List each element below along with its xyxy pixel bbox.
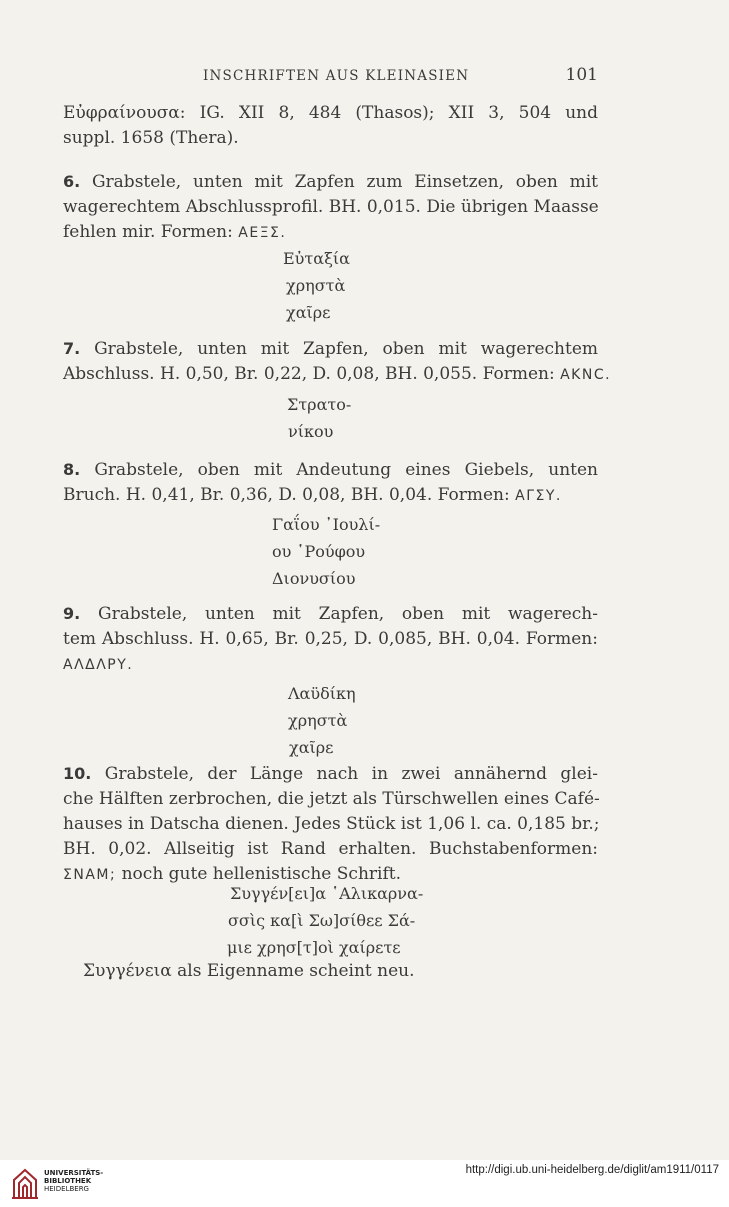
entry-8-inscription	[272, 511, 380, 592]
inscription-line: χρηστὰ	[286, 276, 346, 295]
inscription-line: μιε χρησ[τ]οὶ χαίρετε	[227, 938, 401, 957]
text-line: fehlen mir. Formen:	[63, 222, 233, 242]
text-line: Grabstele, der Länge nach in zwei annähernd glei-	[104, 764, 598, 784]
entry-7-inscription	[287, 391, 351, 445]
running-title: INSCHRIFTEN AUS KLEINASIEN	[203, 68, 470, 84]
closing-paragraph	[63, 959, 598, 984]
letterforms: ΑΛΔΛΡΥ.	[63, 657, 134, 673]
entry-9-inscription	[288, 680, 356, 761]
inscription-line: Στρατο-	[287, 395, 352, 414]
running-header	[63, 65, 598, 90]
text-line: Grabstele, unten mit Zapfen zum Einsetzen, oben mit	[91, 172, 598, 192]
inscription-line: χαῖρε	[286, 303, 331, 322]
letterforms: ΑΚΝC.	[560, 367, 612, 383]
inscription-line: σσὶς κα[ὶ Σω]σίθεε Σά-	[228, 911, 416, 930]
entry-number: 6.	[63, 172, 81, 191]
inscription-line: ου ῾Ρούφου	[272, 542, 366, 561]
text-line: Συγγένεια als Eigenname scheint neu.	[83, 961, 415, 981]
entry-number: 9.	[63, 604, 81, 623]
text-line: suppl. 1658 (Thera).	[63, 128, 239, 148]
text-line: Εὐφραίνουσα: IG. XII 8, 484 (Thasos); XII 3, 504 und	[63, 103, 598, 123]
text-line: tem Abschluss. H. 0,65, Br. 0,25, D. 0,085, BH. 0,04. Formen:	[63, 629, 598, 649]
university-library-logo-icon	[10, 1166, 40, 1200]
text-line: Bruch. H. 0,41, Br. 0,36, D. 0,08, BH. 0,04. Formen:	[63, 485, 510, 505]
institution-line: BIBLIOTHEK	[44, 1177, 92, 1185]
entry-number: 10.	[63, 764, 92, 783]
page-number: 101	[565, 65, 598, 85]
institution-line: HEIDELBERG	[44, 1185, 89, 1193]
text-line: Grabstele, unten mit Zapfen, oben mit wagerechtem	[94, 339, 599, 359]
inscription-line: Γαΐου ᾿Ιουλί-	[272, 515, 381, 534]
text-line: che Hälften zerbrochen, die jetzt als Türschwellen eines Café-	[63, 789, 600, 809]
text-line: Grabstele, unten mit Zapfen, oben mit wagerech-	[97, 604, 598, 624]
text-line: Grabstele, oben mit Andeutung eines Giebels, unten	[94, 460, 598, 480]
footer-bar	[0, 1160, 729, 1207]
inscription-line: νίκου	[288, 422, 334, 441]
inscription-line: χαῖρε	[289, 738, 334, 757]
institution-line: UNIVERSITÄTS-	[44, 1169, 104, 1177]
entry-10-inscription	[227, 880, 424, 961]
entry-6-inscription	[283, 245, 350, 326]
inscription-line: Συγγέν[ει]α ῾Αλικαρνα-	[230, 884, 424, 903]
text-line: Abschluss. H. 0,50, Br. 0,22, D. 0,08, BH. 0,055. Formen:	[63, 364, 555, 384]
inscription-line: Διονυσίου	[272, 569, 356, 588]
institution-name	[44, 1169, 103, 1193]
inscription-line: χρηστὰ	[288, 711, 348, 730]
entry-8-description	[63, 457, 598, 509]
intro-paragraph	[63, 101, 598, 151]
letterforms: ΑΓΣΥ.	[515, 488, 562, 504]
entry-9-description	[63, 601, 598, 678]
letterforms: ΑΕΞΣ.	[238, 225, 287, 241]
inscription-line: Λαϋδίκη	[288, 684, 356, 703]
letterforms: ΣΝΑΜ;	[63, 867, 117, 883]
entry-7-description	[63, 336, 612, 388]
entry-10-description	[63, 761, 598, 888]
entry-number: 7.	[63, 339, 81, 358]
entry-number: 8.	[63, 460, 81, 479]
entry-6-description	[63, 169, 598, 246]
text-line: wagerechtem Abschlussprofil. BH. 0,015. Die übrigen Maasse	[63, 197, 599, 217]
permalink-url[interactable]: http://digi.ub.uni-heidelberg.de/diglit/am1911/0117	[465, 1164, 719, 1176]
text-line: BH. 0,02. Allseitig ist Rand erhalten. Buchstabenformen:	[63, 839, 598, 859]
text-line: hauses in Datscha dienen. Jedes Stück ist 1,06 l. ca. 0,185 br.;	[63, 814, 600, 834]
inscription-line: Εὐταξία	[283, 249, 350, 268]
text-line: noch gute hellenistische Schrift.	[121, 864, 401, 884]
